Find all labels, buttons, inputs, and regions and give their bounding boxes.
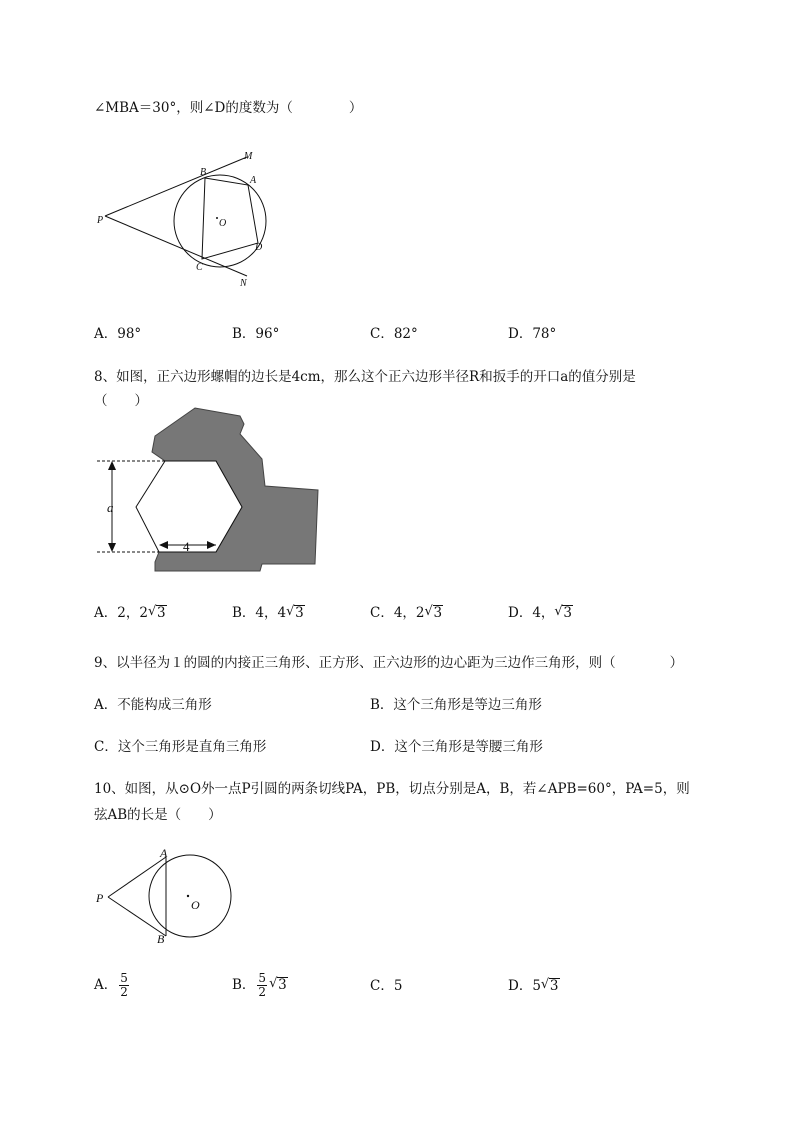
q7-stem <box>94 99 362 117</box>
q8-option-b[interactable]: B．4，4√ 3 <box>232 604 305 622</box>
q7-label-a: A <box>250 175 257 186</box>
q7-label-d: D <box>255 242 263 253</box>
q7-label-m: M <box>244 151 253 162</box>
q10-stem-line1: 10、如图，从⊙O外一点P引圆的两条切线PA，PB，切点分别是A，B，若∠APB=60°，PA=5，则 <box>94 781 690 797</box>
q8-stem-line2: （ ） <box>94 393 148 409</box>
q8-option-d[interactable]: D．4，√ 3 <box>508 604 573 622</box>
q9-option-c[interactable]: C．这个三角形是直角三角形 <box>94 739 267 755</box>
q10-label-o: O <box>191 898 200 912</box>
q10-option-a[interactable]: A． $\frac{5}{2}$ <box>94 971 128 999</box>
q8-label-side: 4 <box>183 539 190 554</box>
q10-label-p: P <box>96 891 104 905</box>
q9-stem: 9、以半径为１的圆的内接正三角形、正方形、正六边形的边心距为三边作三角形，则（ ） <box>94 655 684 671</box>
q10-option-c[interactable]: C．5 <box>370 978 403 994</box>
q10-center-dot <box>187 895 189 897</box>
q7-option-a[interactable]: A．98° <box>94 326 142 342</box>
q8-arrow-up <box>108 461 116 470</box>
q7-label-b: B <box>200 167 207 178</box>
q8-arrow-down <box>108 543 116 552</box>
q7-figure <box>90 145 280 295</box>
sqrt-symbol: √ 3 <box>286 604 305 622</box>
q8-option-c[interactable]: C．4，2√ 3 <box>370 604 443 622</box>
q7-option-b[interactable]: B．96° <box>232 326 280 342</box>
q10-label-b: B <box>157 932 165 946</box>
q7-stem-suffix: ） <box>348 100 363 116</box>
q8-option-a[interactable]: A．2，2√ 3 <box>94 604 167 622</box>
q10-label-a: A <box>160 846 168 860</box>
q7-quadrilateral <box>202 178 258 259</box>
sqrt-symbol: √ 3 <box>425 604 444 622</box>
q9-option-a[interactable]: A．不能构成三角形 <box>94 697 212 713</box>
q10-stem-line2: 弦AB的长是（ ） <box>94 807 222 823</box>
sqrt-symbol: √ 3 <box>541 977 560 995</box>
q7-label-o: O <box>219 218 227 229</box>
q8-stem-line1: 8、如图，正六边形螺帽的边长是4cm，那么这个正六边形半径R和扳手的开口a的值分别是 <box>94 369 636 385</box>
sqrt-symbol: √ 3 <box>554 604 573 622</box>
q10-figure <box>92 845 237 950</box>
q7-center-dot <box>216 217 218 219</box>
q7-label-n: N <box>240 278 247 289</box>
q10-option-d[interactable]: D．5√ 3 <box>508 977 560 995</box>
sqrt-symbol: √ 3 <box>269 968 288 1002</box>
q7-option-d[interactable]: D．78° <box>508 326 557 342</box>
q10-tangent-pb <box>108 897 166 936</box>
fraction: $\frac{5}{2}$ <box>120 971 128 999</box>
q10-tangent-pa <box>108 857 166 897</box>
q9-option-d[interactable]: D．这个三角形是等腰三角形 <box>370 739 543 755</box>
q7-label-c: C <box>196 262 203 273</box>
sqrt-symbol: √ 3 <box>148 604 167 622</box>
q7-stem-prefix: ∠MBA＝30°，则∠D的度数为（ <box>94 100 293 116</box>
q7-label-p: P <box>97 215 104 226</box>
fraction: $\frac{5}{2}$ <box>258 971 267 999</box>
q10-circle <box>149 855 231 937</box>
q9-option-b[interactable]: B．这个三角形是等边三角形 <box>370 697 542 713</box>
q7-option-c[interactable]: C．82° <box>370 326 418 342</box>
q10-option-b[interactable]: B． $\frac{5}{2}$ √ 3 <box>232 968 288 1002</box>
q8-label-a: a <box>107 500 114 515</box>
q8-figure <box>92 404 327 576</box>
